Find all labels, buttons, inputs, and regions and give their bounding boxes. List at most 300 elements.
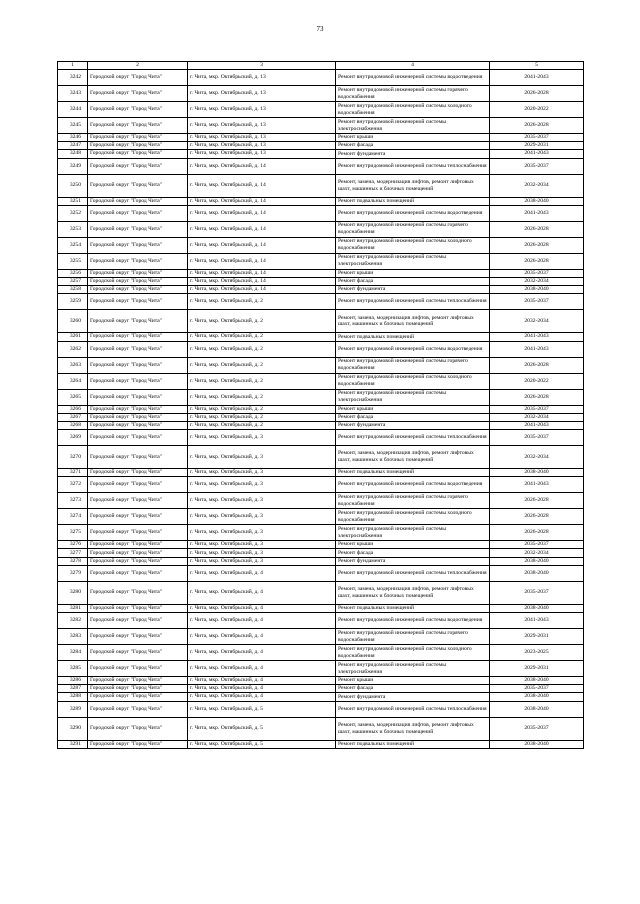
period-cell: 2038-2040 (490, 557, 584, 565)
municipality-cell: Городской округ "Город Чита" (88, 581, 188, 604)
row-number-cell: 3267 (58, 413, 88, 421)
address-cell: г. Чита, мкр. Октябрьский, д. 13 (188, 102, 336, 118)
period-cell: 2041-2043 (490, 613, 584, 629)
table-row (58, 134, 584, 142)
table-row (58, 613, 584, 629)
period-cell: 2038-2040 (490, 693, 584, 701)
row-number-cell: 3255 (58, 253, 88, 269)
work-type-cell: Ремонт внутридомовой инженерной системы горячего водоснабжения (336, 86, 490, 102)
municipality-cell: Городской округ "Город Чита" (88, 158, 188, 174)
row-number-cell: 3271 (58, 469, 88, 477)
address-cell: г. Чита, мкр. Октябрьский, д. 14 (188, 174, 336, 197)
table-row (58, 158, 584, 174)
row-number-cell: 3279 (58, 565, 88, 581)
period-cell: 2041-2043 (490, 150, 584, 158)
table-row (58, 549, 584, 557)
row-number-cell: 3272 (58, 477, 88, 493)
table-row (58, 413, 584, 421)
table-row (58, 604, 584, 612)
municipality-cell: Городской округ "Город Чита" (88, 197, 188, 205)
row-number-cell: 3252 (58, 205, 88, 221)
row-number-cell: 3268 (58, 421, 88, 429)
table-row (58, 717, 584, 740)
period-cell: 2032-2034 (490, 413, 584, 421)
municipality-cell: Городской округ "Город Чита" (88, 142, 188, 150)
period-cell: 2041-2043 (490, 477, 584, 493)
work-type-cell: Ремонт внутридомовой инженерной системы водоотведения (336, 613, 490, 629)
row-number-cell: 3281 (58, 604, 88, 612)
period-cell: 2026-2028 (490, 493, 584, 509)
period-cell: 2026-2028 (490, 253, 584, 269)
address-cell: г. Чита, мкр. Октябрьский, д. 4 (188, 613, 336, 629)
work-type-cell: Ремонт фундамента (336, 150, 490, 158)
row-number-cell: 3262 (58, 341, 88, 357)
address-cell: г. Чита, мкр. Октябрьский, д. 13 (188, 86, 336, 102)
municipality-cell: Городской округ "Город Чита" (88, 477, 188, 493)
municipality-cell: Городской округ "Город Чита" (88, 333, 188, 341)
table-row (58, 645, 584, 661)
address-cell: г. Чита, мкр. Октябрьский, д. 13 (188, 150, 336, 158)
row-number-cell: 3287 (58, 685, 88, 693)
municipality-cell: Городской округ "Город Чита" (88, 102, 188, 118)
row-number-cell: 3244 (58, 102, 88, 118)
address-cell: г. Чита, мкр. Октябрьский, д. 3 (188, 493, 336, 509)
period-cell: 2020-2022 (490, 373, 584, 389)
period-cell: 2026-2028 (490, 86, 584, 102)
work-type-cell: Ремонт внутридомовой инженерной системы электроснабжения (336, 389, 490, 405)
work-type-cell: Ремонт внутридомовой инженерной системы водоотведения (336, 341, 490, 357)
table-row (58, 269, 584, 277)
municipality-cell: Городской округ "Город Чита" (88, 446, 188, 469)
address-cell: г. Чита, мкр. Октябрьский, д. 13 (188, 142, 336, 150)
work-type-cell: Ремонт крыши (336, 405, 490, 413)
row-number-cell: 3263 (58, 357, 88, 373)
row-number-cell: 3243 (58, 86, 88, 102)
address-cell: г. Чита, мкр. Октябрьский, д. 2 (188, 373, 336, 389)
column-header-3: 3 (188, 62, 336, 70)
row-number-cell: 3280 (58, 581, 88, 604)
table-row (58, 693, 584, 701)
address-cell: г. Чита, мкр. Октябрьский, д. 14 (188, 269, 336, 277)
address-cell: г. Чита, мкр. Октябрьский, д. 3 (188, 446, 336, 469)
table-row (58, 469, 584, 477)
address-cell: г. Чита, мкр. Октябрьский, д. 14 (188, 221, 336, 237)
period-cell: 2041-2043 (490, 205, 584, 221)
period-cell: 2032-2034 (490, 310, 584, 333)
period-cell: 2035-2037 (490, 685, 584, 693)
row-number-cell: 3259 (58, 294, 88, 310)
municipality-cell: Городской округ "Город Чита" (88, 469, 188, 477)
table-row (58, 341, 584, 357)
period-cell: 2035-2037 (490, 581, 584, 604)
row-number-cell: 3283 (58, 629, 88, 645)
work-type-cell: Ремонт внутридомовой инженерной системы теплоснабжения (336, 294, 490, 310)
address-cell: г. Чита, мкр. Октябрьский, д. 5 (188, 717, 336, 740)
municipality-cell: Городской округ "Город Чита" (88, 525, 188, 541)
table-row (58, 557, 584, 565)
row-number-cell: 3275 (58, 525, 88, 541)
address-cell: г. Чита, мкр. Октябрьский, д. 14 (188, 277, 336, 285)
municipality-cell: Городской округ "Город Чита" (88, 677, 188, 685)
table-row (58, 421, 584, 429)
table-row (58, 357, 584, 373)
work-type-cell: Ремонт фасада (336, 142, 490, 150)
work-type-cell: Ремонт внутридомовой инженерной системы теплоснабжения (336, 158, 490, 174)
municipality-cell: Городской округ "Город Чита" (88, 70, 188, 86)
municipality-cell: Городской округ "Город Чита" (88, 237, 188, 253)
row-number-cell: 3261 (58, 333, 88, 341)
municipality-cell: Городской округ "Город Чита" (88, 629, 188, 645)
period-cell: 2035-2037 (490, 405, 584, 413)
address-cell: г. Чита, мкр. Октябрьский, д. 13 (188, 134, 336, 142)
work-type-cell: Ремонт внутридомовой инженерной системы холодного водоснабжения (336, 509, 490, 525)
table-row (58, 118, 584, 134)
column-header-1: 1 (58, 62, 88, 70)
table-row (58, 685, 584, 693)
row-number-cell: 3260 (58, 310, 88, 333)
row-number-cell: 3258 (58, 286, 88, 294)
row-number-cell: 3249 (58, 158, 88, 174)
address-cell: г. Чита, мкр. Октябрьский, д. 2 (188, 310, 336, 333)
municipality-cell: Городской округ "Город Чита" (88, 269, 188, 277)
period-cell: 2026-2028 (490, 221, 584, 237)
municipality-cell: Городской округ "Город Чита" (88, 740, 188, 748)
row-number-cell: 3242 (58, 70, 88, 86)
address-cell: г. Чита, мкр. Октябрьский, д. 4 (188, 645, 336, 661)
address-cell: г. Чита, мкр. Октябрьский, д. 3 (188, 541, 336, 549)
address-cell: г. Чита, мкр. Октябрьский, д. 3 (188, 430, 336, 446)
row-number-cell: 3273 (58, 493, 88, 509)
table-row (58, 102, 584, 118)
period-cell: 2041-2043 (490, 421, 584, 429)
row-number-cell: 3247 (58, 142, 88, 150)
column-header-5: 5 (490, 62, 584, 70)
table-row (58, 581, 584, 604)
address-cell: г. Чита, мкр. Октябрьский, д. 4 (188, 565, 336, 581)
work-type-cell: Ремонт внутридомовой инженерной системы горячего водоснабжения (336, 221, 490, 237)
row-number-cell: 3250 (58, 174, 88, 197)
municipality-cell: Городской округ "Город Чита" (88, 413, 188, 421)
table-row (58, 221, 584, 237)
municipality-cell: Городской округ "Город Чита" (88, 221, 188, 237)
period-cell: 2035-2037 (490, 134, 584, 142)
period-cell: 2032-2034 (490, 277, 584, 285)
address-cell: г. Чита, мкр. Октябрьский, д. 4 (188, 581, 336, 604)
period-cell: 2032-2034 (490, 446, 584, 469)
address-cell: г. Чита, мкр. Октябрьский, д. 14 (188, 158, 336, 174)
period-cell: 2038-2040 (490, 469, 584, 477)
period-cell: 2029-2031 (490, 661, 584, 677)
row-number-cell: 3278 (58, 557, 88, 565)
municipality-cell: Городской округ "Город Чита" (88, 86, 188, 102)
table-row (58, 142, 584, 150)
work-type-cell: Ремонт внутридомовой инженерной системы электроснабжения (336, 253, 490, 269)
table-row (58, 477, 584, 493)
row-number-cell: 3248 (58, 150, 88, 158)
period-cell: 2038-2040 (490, 565, 584, 581)
municipality-cell: Городской округ "Город Чита" (88, 557, 188, 565)
address-cell: г. Чита, мкр. Октябрьский, д. 3 (188, 509, 336, 525)
row-number-cell: 3266 (58, 405, 88, 413)
table-row (58, 430, 584, 446)
municipality-cell: Городской округ "Город Чита" (88, 701, 188, 717)
work-type-cell: Ремонт внутридомовой инженерной системы водоотведения (336, 205, 490, 221)
work-type-cell: Ремонт, замена, модернизация лифтов, ремонт лифтовых шахт, машинных и блочных помещений (336, 310, 490, 333)
table-row (58, 740, 584, 748)
work-type-cell: Ремонт крыши (336, 134, 490, 142)
municipality-cell: Городской округ "Город Чита" (88, 205, 188, 221)
municipality-cell: Городской округ "Город Чита" (88, 150, 188, 158)
work-type-cell: Ремонт внутридомовой инженерной системы теплоснабжения (336, 701, 490, 717)
municipality-cell: Городской округ "Город Чита" (88, 389, 188, 405)
work-type-cell: Ремонт внутридомовой инженерной системы холодного водоснабжения (336, 373, 490, 389)
period-cell: 2026-2028 (490, 357, 584, 373)
period-cell: 2023-2025 (490, 645, 584, 661)
table-row (58, 629, 584, 645)
address-cell: г. Чита, мкр. Октябрьский, д. 2 (188, 294, 336, 310)
address-cell: г. Чита, мкр. Октябрьский, д. 13 (188, 70, 336, 86)
municipality-cell: Городской округ "Город Чита" (88, 645, 188, 661)
municipality-cell: Городской округ "Город Чита" (88, 294, 188, 310)
table-row (58, 525, 584, 541)
address-cell: г. Чита, мкр. Октябрьский, д. 3 (188, 469, 336, 477)
period-cell: 2038-2040 (490, 286, 584, 294)
municipality-cell: Городской округ "Город Чита" (88, 693, 188, 701)
period-cell: 2032-2034 (490, 549, 584, 557)
table-row (58, 197, 584, 205)
municipality-cell: Городской округ "Город Чита" (88, 661, 188, 677)
work-type-cell: Ремонт внутридомовой инженерной системы горячего водоснабжения (336, 629, 490, 645)
municipality-cell: Городской округ "Город Чита" (88, 717, 188, 740)
period-cell: 2035-2037 (490, 269, 584, 277)
period-cell: 2026-2028 (490, 118, 584, 134)
table-row (58, 277, 584, 285)
municipality-cell: Городской округ "Город Чита" (88, 541, 188, 549)
period-cell: 2032-2034 (490, 174, 584, 197)
period-cell: 2038-2040 (490, 740, 584, 748)
row-number-cell: 3256 (58, 269, 88, 277)
period-cell: 2038-2040 (490, 677, 584, 685)
period-cell: 2038-2040 (490, 701, 584, 717)
work-type-cell: Ремонт внутридомовой инженерной системы холодного водоснабжения (336, 237, 490, 253)
table-row (58, 86, 584, 102)
repair-schedule-table (57, 61, 584, 749)
row-number-cell: 3276 (58, 541, 88, 549)
table-row (58, 253, 584, 269)
column-header-4: 4 (336, 62, 490, 70)
municipality-cell: Городской округ "Город Чита" (88, 613, 188, 629)
address-cell: г. Чита, мкр. Октябрьский, д. 14 (188, 237, 336, 253)
work-type-cell: Ремонт фундамента (336, 421, 490, 429)
table-row (58, 389, 584, 405)
table-row (58, 677, 584, 685)
work-type-cell: Ремонт фундамента (336, 286, 490, 294)
work-type-cell: Ремонт, замена, модернизация лифтов, ремонт лифтовых шахт, машинных и блочных помещений (336, 581, 490, 604)
address-cell: г. Чита, мкр. Октябрьский, д. 3 (188, 477, 336, 493)
period-cell: 2020-2022 (490, 102, 584, 118)
address-cell: г. Чита, мкр. Октябрьский, д. 2 (188, 421, 336, 429)
municipality-cell: Городской округ "Город Чита" (88, 509, 188, 525)
table-row (58, 701, 584, 717)
table-row (58, 373, 584, 389)
address-cell: г. Чита, мкр. Октябрьский, д. 2 (188, 389, 336, 405)
work-type-cell: Ремонт, замена, модернизация лифтов, ремонт лифтовых шахт, машинных и блочных помещений (336, 174, 490, 197)
work-type-cell: Ремонт внутридомовой инженерной системы водоотведения (336, 70, 490, 86)
table-row (58, 565, 584, 581)
row-number-cell: 3253 (58, 221, 88, 237)
address-cell: г. Чита, мкр. Октябрьский, д. 3 (188, 549, 336, 557)
row-number-cell: 3282 (58, 613, 88, 629)
work-type-cell: Ремонт внутридомовой инженерной системы холодного водоснабжения (336, 645, 490, 661)
period-cell: 2035-2037 (490, 717, 584, 740)
work-type-cell: Ремонт внутридомовой инженерной системы горячего водоснабжения (336, 493, 490, 509)
municipality-cell: Городской округ "Город Чита" (88, 277, 188, 285)
period-cell: 2035-2037 (490, 158, 584, 174)
period-cell: 2041-2043 (490, 333, 584, 341)
period-cell: 2026-2028 (490, 389, 584, 405)
work-type-cell: Ремонт, замена, модернизация лифтов, ремонт лифтовых шахт, машинных и блочных помещений (336, 717, 490, 740)
table-row (58, 310, 584, 333)
table-row (58, 661, 584, 677)
work-type-cell: Ремонт подвальных помещений (336, 469, 490, 477)
address-cell: г. Чита, мкр. Октябрьский, д. 3 (188, 557, 336, 565)
municipality-cell: Городской округ "Город Чита" (88, 310, 188, 333)
row-number-cell: 3290 (58, 717, 88, 740)
table-row (58, 286, 584, 294)
table-row (58, 150, 584, 158)
address-cell: г. Чита, мкр. Октябрьский, д. 3 (188, 525, 336, 541)
address-cell: г. Чита, мкр. Октябрьский, д. 14 (188, 197, 336, 205)
row-number-cell: 3269 (58, 430, 88, 446)
municipality-cell: Городской округ "Город Чита" (88, 604, 188, 612)
municipality-cell: Городской округ "Город Чита" (88, 421, 188, 429)
row-number-cell: 3288 (58, 693, 88, 701)
address-cell: г. Чита, мкр. Октябрьский, д. 5 (188, 740, 336, 748)
row-number-cell: 3245 (58, 118, 88, 134)
address-cell: г. Чита, мкр. Октябрьский, д. 2 (188, 413, 336, 421)
period-cell: 2035-2037 (490, 541, 584, 549)
address-cell: г. Чита, мкр. Октябрьский, д. 14 (188, 253, 336, 269)
row-number-cell: 3277 (58, 549, 88, 557)
table-row (58, 446, 584, 469)
work-type-cell: Ремонт фасада (336, 685, 490, 693)
address-cell: г. Чита, мкр. Октябрьский, д. 4 (188, 693, 336, 701)
table-row (58, 509, 584, 525)
table-row (58, 70, 584, 86)
work-type-cell: Ремонт внутридомовой инженерной системы теплоснабжения (336, 565, 490, 581)
table-row (58, 205, 584, 221)
period-cell: 2041-2043 (490, 341, 584, 357)
municipality-cell: Городской округ "Город Чита" (88, 253, 188, 269)
table-row (58, 541, 584, 549)
work-type-cell: Ремонт внутридомовой инженерной системы горячего водоснабжения (336, 357, 490, 373)
period-cell: 2029-2031 (490, 142, 584, 150)
municipality-cell: Городской округ "Город Чита" (88, 565, 188, 581)
work-type-cell: Ремонт фундамента (336, 557, 490, 565)
work-type-cell: Ремонт внутридомовой инженерной системы теплоснабжения (336, 430, 490, 446)
work-type-cell: Ремонт крыши (336, 269, 490, 277)
column-number-row (58, 62, 584, 70)
work-type-cell: Ремонт подвальных помещений (336, 604, 490, 612)
period-cell: 2029-2031 (490, 629, 584, 645)
address-cell: г. Чита, мкр. Октябрьский, д. 2 (188, 341, 336, 357)
table-row (58, 294, 584, 310)
work-type-cell: Ремонт крыши (336, 541, 490, 549)
address-cell: г. Чита, мкр. Октябрьский, д. 14 (188, 205, 336, 221)
period-cell: 2035-2037 (490, 294, 584, 310)
municipality-cell: Городской округ "Город Чита" (88, 134, 188, 142)
table-row (58, 405, 584, 413)
row-number-cell: 3270 (58, 446, 88, 469)
period-cell: 2041-2043 (490, 70, 584, 86)
address-cell: г. Чита, мкр. Октябрьский, д. 4 (188, 629, 336, 645)
row-number-cell: 3286 (58, 677, 88, 685)
work-type-cell: Ремонт фундамента (336, 693, 490, 701)
municipality-cell: Городской округ "Город Чита" (88, 341, 188, 357)
address-cell: г. Чита, мкр. Октябрьский, д. 2 (188, 405, 336, 413)
address-cell: г. Чита, мкр. Октябрьский, д. 5 (188, 701, 336, 717)
work-type-cell: Ремонт внутридомовой инженерной системы электроснабжения (336, 525, 490, 541)
address-cell: г. Чита, мкр. Октябрьский, д. 14 (188, 286, 336, 294)
row-number-cell: 3289 (58, 701, 88, 717)
period-cell: 2035-2037 (490, 430, 584, 446)
municipality-cell: Городской округ "Город Чита" (88, 685, 188, 693)
table-row (58, 493, 584, 509)
period-cell: 2026-2028 (490, 525, 584, 541)
row-number-cell: 3254 (58, 237, 88, 253)
table-row (58, 333, 584, 341)
address-cell: г. Чита, мкр. Октябрьский, д. 2 (188, 357, 336, 373)
row-number-cell: 3257 (58, 277, 88, 285)
municipality-cell: Городской округ "Город Чита" (88, 286, 188, 294)
work-type-cell: Ремонт фасада (336, 277, 490, 285)
page-number: 73 (316, 25, 324, 33)
row-number-cell: 3274 (58, 509, 88, 525)
municipality-cell: Городской округ "Город Чита" (88, 549, 188, 557)
row-number-cell: 3284 (58, 645, 88, 661)
address-cell: г. Чита, мкр. Октябрьский, д. 13 (188, 118, 336, 134)
work-type-cell: Ремонт внутридомовой инженерной системы электроснабжения (336, 118, 490, 134)
period-cell: 2038-2040 (490, 197, 584, 205)
row-number-cell: 3265 (58, 389, 88, 405)
address-cell: г. Чита, мкр. Октябрьский, д. 4 (188, 661, 336, 677)
address-cell: г. Чита, мкр. Октябрьский, д. 4 (188, 685, 336, 693)
address-cell: г. Чита, мкр. Октябрьский, д. 4 (188, 677, 336, 685)
table-row (58, 174, 584, 197)
column-header-2: 2 (88, 62, 188, 70)
work-type-cell: Ремонт фасада (336, 549, 490, 557)
table-row (58, 237, 584, 253)
municipality-cell: Городской округ "Город Чита" (88, 118, 188, 134)
municipality-cell: Городской округ "Город Чита" (88, 357, 188, 373)
municipality-cell: Городской округ "Город Чита" (88, 405, 188, 413)
row-number-cell: 3246 (58, 134, 88, 142)
row-number-cell: 3251 (58, 197, 88, 205)
period-cell: 2026-2028 (490, 509, 584, 525)
municipality-cell: Городской округ "Город Чита" (88, 430, 188, 446)
row-number-cell: 3264 (58, 373, 88, 389)
work-type-cell: Ремонт, замена, модернизация лифтов, ремонт лифтовых шахт, машинных и блочных помещений (336, 446, 490, 469)
work-type-cell: Ремонт фасада (336, 413, 490, 421)
address-cell: г. Чита, мкр. Октябрьский, д. 2 (188, 333, 336, 341)
work-type-cell: Ремонт подвальных помещений (336, 197, 490, 205)
row-number-cell: 3291 (58, 740, 88, 748)
work-type-cell: Ремонт внутридомовой инженерной системы водоотведения (336, 477, 490, 493)
municipality-cell: Городской округ "Город Чита" (88, 373, 188, 389)
work-type-cell: Ремонт крыши (336, 677, 490, 685)
table-body (58, 70, 584, 749)
work-type-cell: Ремонт подвальных помещений (336, 740, 490, 748)
